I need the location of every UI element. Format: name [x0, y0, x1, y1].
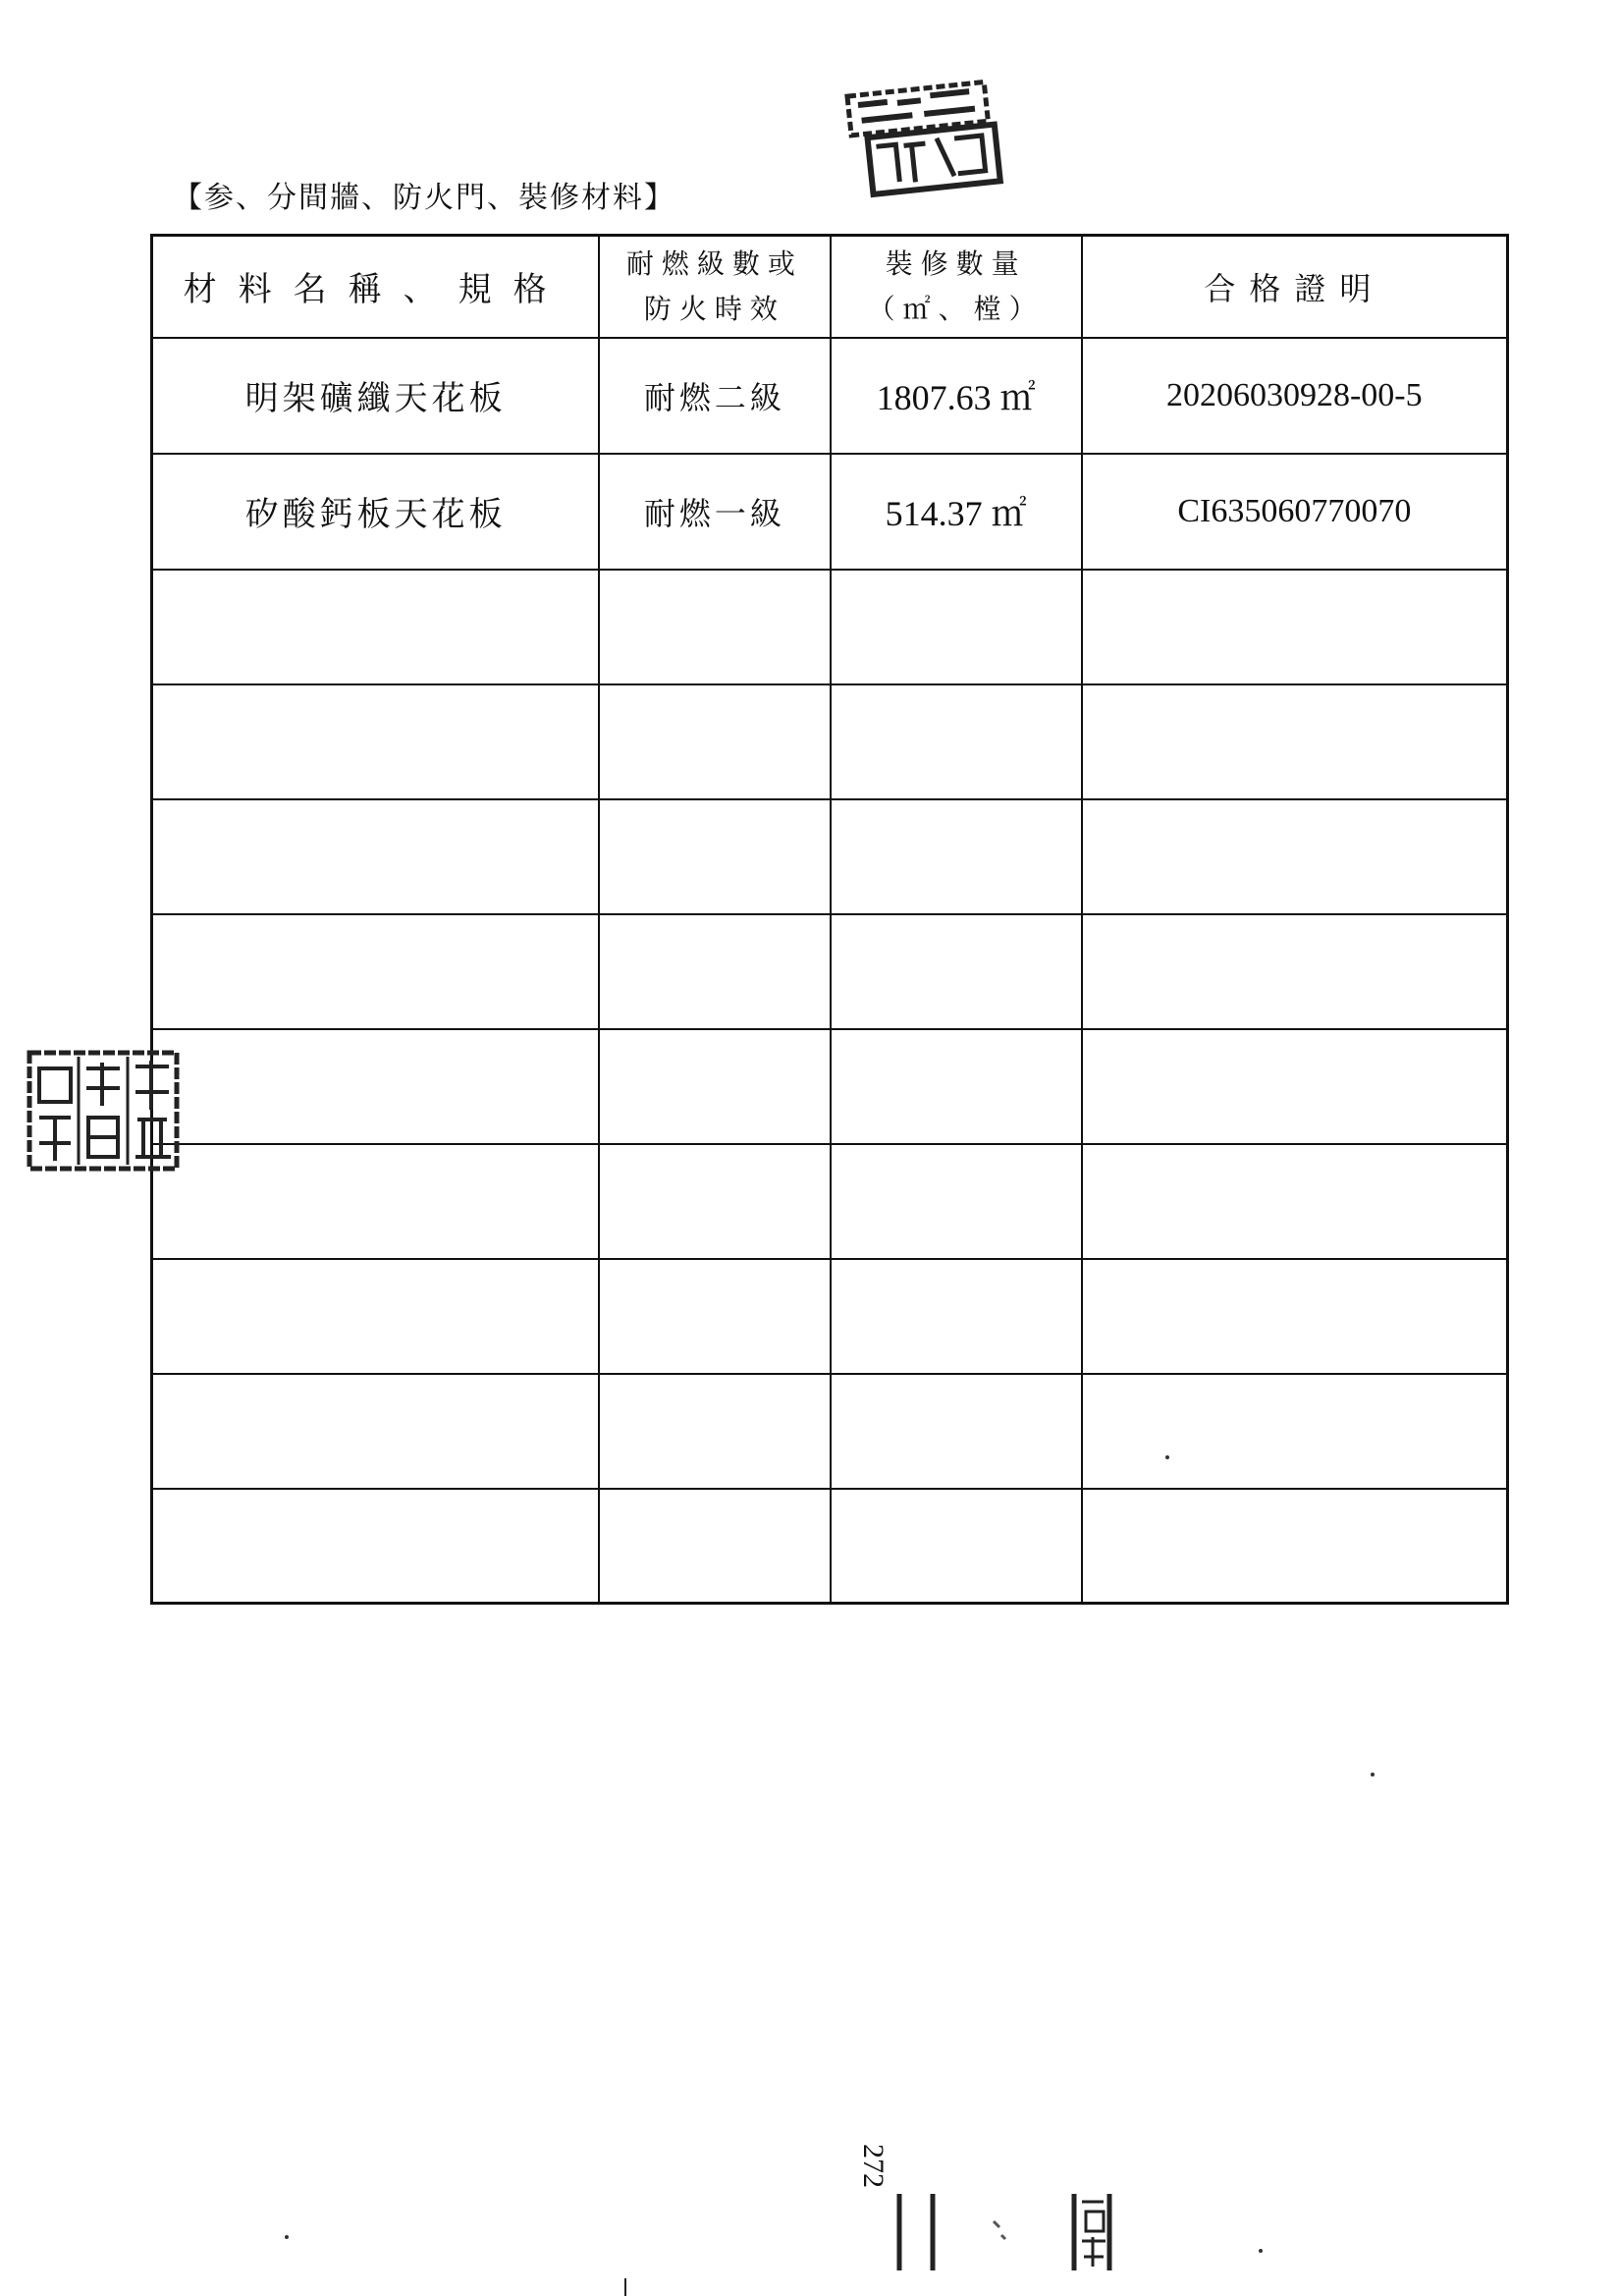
empty-cell [152, 1489, 600, 1604]
fire-rating-cell: 耐燃一級 [599, 454, 830, 570]
empty-table-row [152, 799, 1508, 914]
empty-cell [599, 1144, 830, 1259]
empty-cell [831, 1489, 1082, 1604]
certificate-cell: CI635060770070 [1082, 454, 1508, 570]
empty-cell [831, 799, 1082, 914]
certificate-cell: 20206030928-00-5 [1082, 338, 1508, 454]
empty-cell [152, 570, 600, 684]
empty-cell [1082, 1259, 1508, 1374]
scan-speck [1371, 1773, 1375, 1777]
empty-cell [1082, 1374, 1508, 1489]
empty-cell [1082, 684, 1508, 799]
empty-cell [831, 570, 1082, 684]
quantity-cell: 514.37 ㎡ [831, 454, 1082, 570]
material-name-cell: 矽酸鈣板天花板 [152, 454, 600, 570]
quantity-cell: 1807.63 ㎡ [831, 338, 1082, 454]
header-quantity-line1: 裝修數量 [885, 246, 1027, 280]
empty-cell [152, 1374, 600, 1489]
empty-cell [831, 1029, 1082, 1144]
empty-table-row [152, 570, 1508, 684]
header-material-name: 材料名稱、規格 [152, 236, 600, 338]
section-title: 【参、分間牆、防火門、裝修材料】 [173, 181, 675, 215]
fire-rating-cell: 耐燃二級 [599, 338, 830, 454]
empty-cell [599, 914, 830, 1029]
empty-table-row [152, 1144, 1508, 1259]
empty-table-row [152, 684, 1508, 799]
empty-cell [599, 1029, 830, 1144]
seal-stamp [26, 1049, 181, 1173]
header-fire-rating [599, 236, 830, 338]
empty-cell [831, 684, 1082, 799]
empty-cell [599, 570, 830, 684]
table-header-row [152, 236, 1508, 338]
scan-speck [285, 2235, 289, 2239]
empty-cell [152, 1259, 600, 1374]
materials-table [150, 234, 1509, 1605]
header-quantity [831, 236, 1082, 338]
empty-cell [1082, 570, 1508, 684]
empty-cell [1082, 1144, 1508, 1259]
empty-cell [831, 914, 1082, 1029]
scan-speck [1259, 2249, 1263, 2253]
header-fire-rating-line1: 耐燃級數或 [625, 246, 803, 280]
material-name-cell: 明架礦纖天花板 [152, 338, 600, 454]
table-row [152, 454, 1508, 570]
empty-table-row [152, 914, 1508, 1029]
empty-cell [831, 1259, 1082, 1374]
empty-table-row [152, 1259, 1508, 1374]
empty-cell [599, 1489, 830, 1604]
empty-cell [599, 1259, 830, 1374]
page-number-stamp [857, 2144, 1149, 2276]
empty-table-row [152, 1374, 1508, 1489]
header-fire-rating-line2: 防火時效 [643, 292, 785, 325]
empty-cell [1082, 914, 1508, 1029]
page-number: 272 [857, 2144, 890, 2188]
empty-cell [599, 684, 830, 799]
scan-speck [1165, 1455, 1169, 1459]
empty-cell [152, 1029, 600, 1144]
empty-cell [831, 1144, 1082, 1259]
scan-mark [624, 2278, 626, 2296]
empty-cell [599, 799, 830, 914]
header-quantity-line2: （㎡、樘） [867, 292, 1045, 325]
empty-cell [599, 1374, 830, 1489]
empty-cell [1082, 1029, 1508, 1144]
header-certificate: 合格證明 [1082, 236, 1508, 338]
empty-cell [152, 1144, 600, 1259]
empty-cell [152, 914, 600, 1029]
empty-table-row [152, 1029, 1508, 1144]
empty-cell [1082, 799, 1508, 914]
empty-cell [152, 799, 600, 914]
empty-cell [1082, 1489, 1508, 1604]
empty-table-row [152, 1489, 1508, 1604]
official-stamp-top [836, 72, 1015, 206]
empty-cell [831, 1374, 1082, 1489]
table-row [152, 338, 1508, 454]
empty-cell [152, 684, 600, 799]
